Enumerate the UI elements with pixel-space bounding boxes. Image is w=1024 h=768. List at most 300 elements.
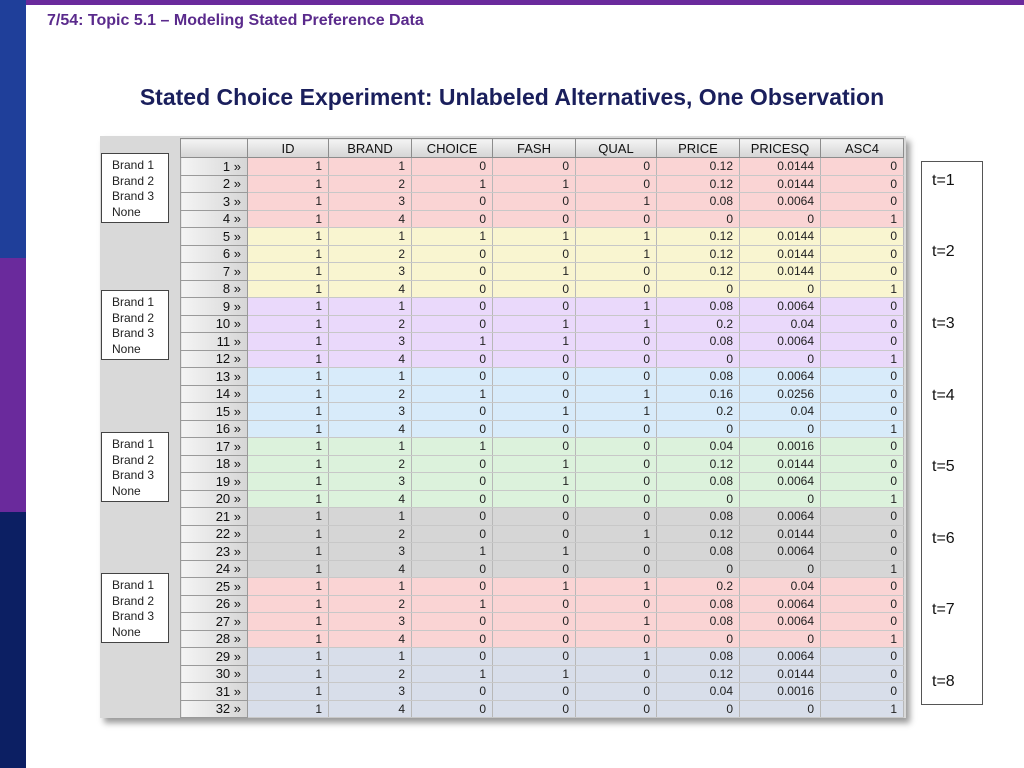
- cell-pricesq[interactable]: 0.0144: [740, 245, 821, 263]
- cell-price[interactable]: 0.08: [657, 543, 740, 561]
- table-row[interactable]: [181, 560, 904, 578]
- cell-brand[interactable]: 1: [329, 648, 412, 666]
- cell-brand[interactable]: 1: [329, 228, 412, 246]
- cell-asc4[interactable]: 0: [821, 455, 904, 473]
- cell-price[interactable]: 0.08: [657, 298, 740, 316]
- cell-asc4[interactable]: 0: [821, 473, 904, 491]
- cell-qual[interactable]: 0: [576, 700, 657, 718]
- cell-fash[interactable]: 0: [493, 438, 576, 456]
- cell-price[interactable]: 0.08: [657, 648, 740, 666]
- cell-id[interactable]: 1: [248, 630, 329, 648]
- cell-fash[interactable]: 1: [493, 473, 576, 491]
- cell-price[interactable]: 0.08: [657, 193, 740, 211]
- cell-choice[interactable]: 1: [412, 665, 493, 683]
- cell-asc4[interactable]: 0: [821, 263, 904, 281]
- cell-price[interactable]: 0.12: [657, 228, 740, 246]
- cell-price[interactable]: 0.12: [657, 525, 740, 543]
- cell-choice[interactable]: 1: [412, 175, 493, 193]
- cell-pricesq[interactable]: 0.0064: [740, 473, 821, 491]
- cell-qual[interactable]: 1: [576, 298, 657, 316]
- cell-fash[interactable]: 0: [493, 613, 576, 631]
- cell-pricesq[interactable]: 0: [740, 420, 821, 438]
- table-row[interactable]: [181, 420, 904, 438]
- cell-fash[interactable]: 1: [493, 665, 576, 683]
- cell-pricesq[interactable]: 0.0144: [740, 158, 821, 176]
- cell-qual[interactable]: 0: [576, 158, 657, 176]
- cell-price[interactable]: 0.12: [657, 175, 740, 193]
- cell-price[interactable]: 0.04: [657, 438, 740, 456]
- cell-pricesq[interactable]: 0: [740, 700, 821, 718]
- cell-id[interactable]: 1: [248, 543, 329, 561]
- cell-asc4[interactable]: 0: [821, 315, 904, 333]
- row-number[interactable]: 10 »: [181, 315, 248, 333]
- cell-qual[interactable]: 0: [576, 665, 657, 683]
- cell-price[interactable]: 0.08: [657, 595, 740, 613]
- cell-asc4[interactable]: 0: [821, 298, 904, 316]
- cell-price[interactable]: 0.12: [657, 263, 740, 281]
- row-number[interactable]: 23 »: [181, 543, 248, 561]
- table-row[interactable]: [181, 508, 904, 526]
- cell-asc4[interactable]: 1: [821, 280, 904, 298]
- table-row[interactable]: [181, 473, 904, 491]
- cell-pricesq[interactable]: 0.0144: [740, 455, 821, 473]
- cell-id[interactable]: 1: [248, 403, 329, 421]
- cell-id[interactable]: 1: [248, 525, 329, 543]
- cell-fash[interactable]: 1: [493, 543, 576, 561]
- cell-qual[interactable]: 0: [576, 263, 657, 281]
- cell-pricesq[interactable]: 0.0064: [740, 543, 821, 561]
- cell-brand[interactable]: 4: [329, 420, 412, 438]
- cell-pricesq[interactable]: 0.0144: [740, 175, 821, 193]
- cell-brand[interactable]: 2: [329, 455, 412, 473]
- cell-pricesq[interactable]: 0.0064: [740, 648, 821, 666]
- cell-fash[interactable]: 0: [493, 368, 576, 386]
- cell-pricesq[interactable]: 0.0016: [740, 683, 821, 701]
- cell-qual[interactable]: 1: [576, 228, 657, 246]
- cell-brand[interactable]: 3: [329, 473, 412, 491]
- row-number[interactable]: 32 »: [181, 700, 248, 718]
- cell-asc4[interactable]: 0: [821, 438, 904, 456]
- cell-choice[interactable]: 0: [412, 210, 493, 228]
- cell-id[interactable]: 1: [248, 175, 329, 193]
- cell-fash[interactable]: 0: [493, 595, 576, 613]
- cell-qual[interactable]: 0: [576, 333, 657, 351]
- cell-id[interactable]: 1: [248, 560, 329, 578]
- cell-brand[interactable]: 1: [329, 158, 412, 176]
- cell-pricesq[interactable]: 0.0144: [740, 228, 821, 246]
- cell-id[interactable]: 1: [248, 700, 329, 718]
- cell-pricesq[interactable]: 0.0064: [740, 595, 821, 613]
- cell-brand[interactable]: 1: [329, 438, 412, 456]
- cell-id[interactable]: 1: [248, 578, 329, 596]
- cell-qual[interactable]: 0: [576, 595, 657, 613]
- cell-fash[interactable]: 0: [493, 490, 576, 508]
- cell-brand[interactable]: 2: [329, 315, 412, 333]
- cell-brand[interactable]: 4: [329, 280, 412, 298]
- cell-qual[interactable]: 1: [576, 613, 657, 631]
- cell-choice[interactable]: 1: [412, 228, 493, 246]
- cell-qual[interactable]: 1: [576, 525, 657, 543]
- cell-qual[interactable]: 1: [576, 315, 657, 333]
- col-header-choice[interactable]: CHOICE: [412, 139, 493, 158]
- cell-brand[interactable]: 4: [329, 490, 412, 508]
- cell-pricesq[interactable]: 0.04: [740, 315, 821, 333]
- table-row[interactable]: [181, 438, 904, 456]
- cell-asc4[interactable]: 0: [821, 158, 904, 176]
- cell-fash[interactable]: 0: [493, 508, 576, 526]
- cell-brand[interactable]: 1: [329, 508, 412, 526]
- cell-choice[interactable]: 0: [412, 648, 493, 666]
- cell-qual[interactable]: 1: [576, 385, 657, 403]
- table-row[interactable]: [181, 385, 904, 403]
- cell-choice[interactable]: 0: [412, 455, 493, 473]
- col-header-asc4[interactable]: ASC4: [821, 139, 904, 158]
- col-header-fash[interactable]: FASH: [493, 139, 576, 158]
- cell-choice[interactable]: 0: [412, 263, 493, 281]
- cell-pricesq[interactable]: 0.04: [740, 403, 821, 421]
- cell-choice[interactable]: 1: [412, 543, 493, 561]
- row-number[interactable]: 14 »: [181, 385, 248, 403]
- cell-brand[interactable]: 2: [329, 665, 412, 683]
- cell-choice[interactable]: 0: [412, 630, 493, 648]
- cell-brand[interactable]: 3: [329, 263, 412, 281]
- cell-fash[interactable]: 0: [493, 350, 576, 368]
- cell-brand[interactable]: 3: [329, 193, 412, 211]
- cell-choice[interactable]: 1: [412, 595, 493, 613]
- cell-fash[interactable]: 1: [493, 315, 576, 333]
- cell-choice[interactable]: 0: [412, 403, 493, 421]
- cell-brand[interactable]: 3: [329, 683, 412, 701]
- cell-price[interactable]: 0.08: [657, 333, 740, 351]
- cell-price[interactable]: 0: [657, 420, 740, 438]
- table-row[interactable]: [181, 245, 904, 263]
- cell-id[interactable]: 1: [248, 350, 329, 368]
- cell-pricesq[interactable]: 0.0144: [740, 525, 821, 543]
- cell-choice[interactable]: 0: [412, 508, 493, 526]
- cell-id[interactable]: 1: [248, 315, 329, 333]
- table-row[interactable]: [181, 333, 904, 351]
- row-number[interactable]: 7 »: [181, 263, 248, 281]
- cell-fash[interactable]: 0: [493, 245, 576, 263]
- cell-price[interactable]: 0: [657, 700, 740, 718]
- row-number[interactable]: 19 »: [181, 473, 248, 491]
- cell-pricesq[interactable]: 0.0064: [740, 508, 821, 526]
- row-number[interactable]: 11 »: [181, 333, 248, 351]
- row-number[interactable]: 22 »: [181, 525, 248, 543]
- cell-choice[interactable]: 1: [412, 385, 493, 403]
- cell-fash[interactable]: 0: [493, 193, 576, 211]
- cell-pricesq[interactable]: 0.0064: [740, 333, 821, 351]
- table-row[interactable]: [181, 280, 904, 298]
- table-row[interactable]: [181, 455, 904, 473]
- cell-fash[interactable]: 0: [493, 385, 576, 403]
- cell-id[interactable]: 1: [248, 263, 329, 281]
- cell-brand[interactable]: 2: [329, 595, 412, 613]
- cell-choice[interactable]: 0: [412, 525, 493, 543]
- cell-pricesq[interactable]: 0: [740, 280, 821, 298]
- cell-choice[interactable]: 0: [412, 473, 493, 491]
- cell-id[interactable]: 1: [248, 298, 329, 316]
- row-number[interactable]: 8 »: [181, 280, 248, 298]
- cell-asc4[interactable]: 0: [821, 543, 904, 561]
- cell-price[interactable]: 0: [657, 280, 740, 298]
- cell-asc4[interactable]: 0: [821, 683, 904, 701]
- cell-pricesq[interactable]: 0: [740, 210, 821, 228]
- cell-brand[interactable]: 1: [329, 298, 412, 316]
- cell-id[interactable]: 1: [248, 280, 329, 298]
- row-number[interactable]: 27 »: [181, 613, 248, 631]
- cell-qual[interactable]: 1: [576, 648, 657, 666]
- row-number[interactable]: 3 »: [181, 193, 248, 211]
- table-row[interactable]: [181, 210, 904, 228]
- table-row[interactable]: [181, 263, 904, 281]
- cell-choice[interactable]: 0: [412, 280, 493, 298]
- col-header-qual[interactable]: QUAL: [576, 139, 657, 158]
- cell-asc4[interactable]: 1: [821, 630, 904, 648]
- cell-choice[interactable]: 0: [412, 350, 493, 368]
- cell-fash[interactable]: 1: [493, 175, 576, 193]
- cell-qual[interactable]: 0: [576, 438, 657, 456]
- row-number[interactable]: 1 »: [181, 158, 248, 176]
- cell-fash[interactable]: 1: [493, 333, 576, 351]
- cell-id[interactable]: 1: [248, 683, 329, 701]
- cell-fash[interactable]: 0: [493, 525, 576, 543]
- row-number[interactable]: 29 »: [181, 648, 248, 666]
- cell-fash[interactable]: 0: [493, 560, 576, 578]
- cell-pricesq[interactable]: 0.0064: [740, 298, 821, 316]
- col-header-price[interactable]: PRICE: [657, 139, 740, 158]
- table-row[interactable]: [181, 578, 904, 596]
- table-row[interactable]: [181, 175, 904, 193]
- row-number[interactable]: 30 »: [181, 665, 248, 683]
- col-header-id[interactable]: ID: [248, 139, 329, 158]
- cell-choice[interactable]: 0: [412, 158, 493, 176]
- cell-asc4[interactable]: 1: [821, 490, 904, 508]
- row-number[interactable]: 16 »: [181, 420, 248, 438]
- table-row[interactable]: [181, 368, 904, 386]
- cell-id[interactable]: 1: [248, 473, 329, 491]
- row-number[interactable]: 5 »: [181, 228, 248, 246]
- cell-qual[interactable]: 0: [576, 210, 657, 228]
- row-number[interactable]: 9 »: [181, 298, 248, 316]
- table-row[interactable]: [181, 298, 904, 316]
- cell-price[interactable]: 0: [657, 560, 740, 578]
- row-number[interactable]: 6 »: [181, 245, 248, 263]
- cell-pricesq[interactable]: 0: [740, 350, 821, 368]
- cell-asc4[interactable]: 0: [821, 403, 904, 421]
- cell-id[interactable]: 1: [248, 193, 329, 211]
- cell-brand[interactable]: 2: [329, 525, 412, 543]
- cell-choice[interactable]: 0: [412, 683, 493, 701]
- cell-fash[interactable]: 1: [493, 403, 576, 421]
- cell-brand[interactable]: 4: [329, 700, 412, 718]
- cell-asc4[interactable]: 0: [821, 578, 904, 596]
- table-row[interactable]: [181, 700, 904, 718]
- cell-fash[interactable]: 1: [493, 455, 576, 473]
- cell-pricesq[interactable]: 0.0016: [740, 438, 821, 456]
- cell-pricesq[interactable]: 0.0256: [740, 385, 821, 403]
- cell-brand[interactable]: 1: [329, 578, 412, 596]
- cell-price[interactable]: 0.08: [657, 613, 740, 631]
- cell-fash[interactable]: 0: [493, 158, 576, 176]
- cell-asc4[interactable]: 1: [821, 350, 904, 368]
- cell-brand[interactable]: 4: [329, 560, 412, 578]
- row-number[interactable]: 13 »: [181, 368, 248, 386]
- cell-price[interactable]: 0.12: [657, 245, 740, 263]
- cell-pricesq[interactable]: 0: [740, 490, 821, 508]
- cell-asc4[interactable]: 1: [821, 700, 904, 718]
- cell-qual[interactable]: 1: [576, 193, 657, 211]
- table-row[interactable]: [181, 315, 904, 333]
- row-number[interactable]: 20 »: [181, 490, 248, 508]
- cell-id[interactable]: 1: [248, 613, 329, 631]
- cell-price[interactable]: 0: [657, 490, 740, 508]
- cell-choice[interactable]: 0: [412, 368, 493, 386]
- cell-qual[interactable]: 0: [576, 560, 657, 578]
- cell-qual[interactable]: 0: [576, 490, 657, 508]
- cell-price[interactable]: 0.04: [657, 683, 740, 701]
- cell-pricesq[interactable]: 0.04: [740, 578, 821, 596]
- cell-choice[interactable]: 0: [412, 420, 493, 438]
- cell-brand[interactable]: 2: [329, 175, 412, 193]
- cell-price[interactable]: 0: [657, 350, 740, 368]
- cell-pricesq[interactable]: 0: [740, 630, 821, 648]
- cell-id[interactable]: 1: [248, 228, 329, 246]
- row-number[interactable]: 18 »: [181, 455, 248, 473]
- cell-choice[interactable]: 0: [412, 298, 493, 316]
- cell-fash[interactable]: 1: [493, 578, 576, 596]
- cell-choice[interactable]: 0: [412, 193, 493, 211]
- cell-fash[interactable]: 1: [493, 263, 576, 281]
- cell-qual[interactable]: 0: [576, 175, 657, 193]
- cell-brand[interactable]: 4: [329, 210, 412, 228]
- table-row[interactable]: [181, 543, 904, 561]
- cell-asc4[interactable]: 0: [821, 175, 904, 193]
- cell-pricesq[interactable]: 0.0144: [740, 263, 821, 281]
- table-row[interactable]: [181, 490, 904, 508]
- row-number[interactable]: 24 »: [181, 560, 248, 578]
- cell-qual[interactable]: 0: [576, 683, 657, 701]
- table-row[interactable]: [181, 595, 904, 613]
- cell-price[interactable]: 0.12: [657, 665, 740, 683]
- cell-price[interactable]: 0.16: [657, 385, 740, 403]
- cell-asc4[interactable]: 0: [821, 228, 904, 246]
- cell-choice[interactable]: 0: [412, 578, 493, 596]
- cell-asc4[interactable]: 0: [821, 385, 904, 403]
- cell-fash[interactable]: 0: [493, 420, 576, 438]
- cell-qual[interactable]: 0: [576, 420, 657, 438]
- cell-asc4[interactable]: 0: [821, 333, 904, 351]
- table-row[interactable]: [181, 683, 904, 701]
- cell-id[interactable]: 1: [248, 385, 329, 403]
- cell-pricesq[interactable]: 0.0144: [740, 665, 821, 683]
- cell-id[interactable]: 1: [248, 455, 329, 473]
- cell-asc4[interactable]: 0: [821, 648, 904, 666]
- cell-fash[interactable]: 1: [493, 228, 576, 246]
- cell-qual[interactable]: 1: [576, 578, 657, 596]
- col-header-pricesq[interactable]: PRICESQ: [740, 139, 821, 158]
- cell-price[interactable]: 0.2: [657, 403, 740, 421]
- cell-pricesq[interactable]: 0.0064: [740, 613, 821, 631]
- cell-id[interactable]: 1: [248, 420, 329, 438]
- cell-brand[interactable]: 4: [329, 350, 412, 368]
- cell-pricesq[interactable]: 0.0064: [740, 368, 821, 386]
- cell-price[interactable]: 0.12: [657, 455, 740, 473]
- cell-choice[interactable]: 0: [412, 245, 493, 263]
- cell-asc4[interactable]: 0: [821, 595, 904, 613]
- cell-choice[interactable]: 0: [412, 613, 493, 631]
- table-row[interactable]: [181, 193, 904, 211]
- cell-id[interactable]: 1: [248, 333, 329, 351]
- cell-qual[interactable]: 0: [576, 630, 657, 648]
- cell-id[interactable]: 1: [248, 508, 329, 526]
- cell-pricesq[interactable]: 0.0064: [740, 193, 821, 211]
- cell-id[interactable]: 1: [248, 490, 329, 508]
- cell-brand[interactable]: 4: [329, 630, 412, 648]
- row-number[interactable]: 17 »: [181, 438, 248, 456]
- row-number[interactable]: 2 »: [181, 175, 248, 193]
- cell-choice[interactable]: 0: [412, 315, 493, 333]
- cell-qual[interactable]: 0: [576, 280, 657, 298]
- cell-id[interactable]: 1: [248, 595, 329, 613]
- cell-price[interactable]: 0.08: [657, 368, 740, 386]
- row-number[interactable]: 4 »: [181, 210, 248, 228]
- cell-qual[interactable]: 0: [576, 455, 657, 473]
- cell-asc4[interactable]: 0: [821, 245, 904, 263]
- table-row[interactable]: [181, 613, 904, 631]
- row-number[interactable]: 25 »: [181, 578, 248, 596]
- cell-asc4[interactable]: 0: [821, 525, 904, 543]
- table-row[interactable]: [181, 403, 904, 421]
- cell-id[interactable]: 1: [248, 210, 329, 228]
- cell-asc4[interactable]: 1: [821, 210, 904, 228]
- cell-id[interactable]: 1: [248, 648, 329, 666]
- cell-fash[interactable]: 0: [493, 700, 576, 718]
- cell-pricesq[interactable]: 0: [740, 560, 821, 578]
- cell-qual[interactable]: 0: [576, 368, 657, 386]
- cell-qual[interactable]: 1: [576, 245, 657, 263]
- table-row[interactable]: [181, 228, 904, 246]
- row-number[interactable]: 31 »: [181, 683, 248, 701]
- table-row[interactable]: [181, 158, 904, 176]
- cell-price[interactable]: 0.12: [657, 158, 740, 176]
- cell-brand[interactable]: 3: [329, 333, 412, 351]
- cell-price[interactable]: 0: [657, 630, 740, 648]
- table-row[interactable]: [181, 665, 904, 683]
- cell-asc4[interactable]: 0: [821, 508, 904, 526]
- cell-choice[interactable]: 1: [412, 438, 493, 456]
- cell-asc4[interactable]: 0: [821, 193, 904, 211]
- cell-price[interactable]: 0.2: [657, 578, 740, 596]
- cell-choice[interactable]: 0: [412, 700, 493, 718]
- row-number[interactable]: 26 »: [181, 595, 248, 613]
- cell-choice[interactable]: 0: [412, 560, 493, 578]
- cell-price[interactable]: 0.2: [657, 315, 740, 333]
- cell-id[interactable]: 1: [248, 438, 329, 456]
- col-header-brand[interactable]: BRAND: [329, 139, 412, 158]
- table-row[interactable]: [181, 525, 904, 543]
- cell-id[interactable]: 1: [248, 245, 329, 263]
- row-number[interactable]: 21 »: [181, 508, 248, 526]
- cell-fash[interactable]: 0: [493, 298, 576, 316]
- cell-id[interactable]: 1: [248, 158, 329, 176]
- cell-fash[interactable]: 0: [493, 280, 576, 298]
- cell-qual[interactable]: 1: [576, 403, 657, 421]
- cell-fash[interactable]: 0: [493, 210, 576, 228]
- table-row[interactable]: [181, 648, 904, 666]
- cell-choice[interactable]: 1: [412, 333, 493, 351]
- cell-asc4[interactable]: 1: [821, 560, 904, 578]
